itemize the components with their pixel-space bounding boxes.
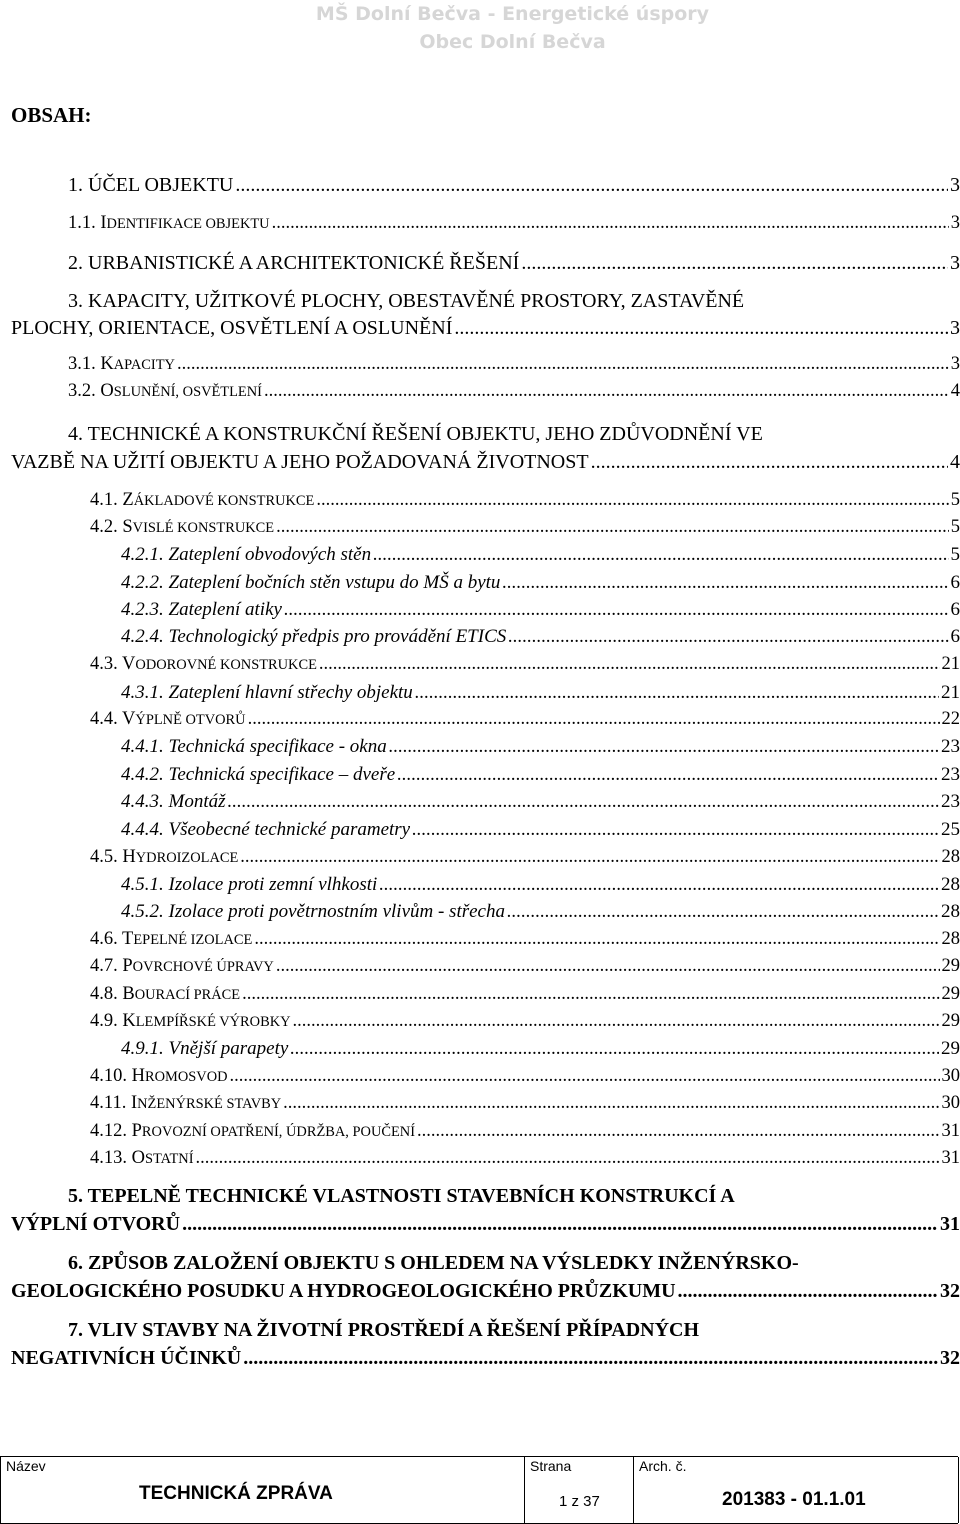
- toc-entry-7-line1[interactable]: 7. VLIV STAVBY NA ŽIVOTNÍ PROSTŘEDÍ A ŘEŠENÍ PŘÍPADNÝCH: [68, 1319, 700, 1341]
- toc-entry-label: 4.13. OSTATNÍ: [90, 1148, 194, 1168]
- toc-entry-label: VAZBĚ NA UŽITÍ OBJEKTU A JEHO POŽADOVANÁ ŽIVOTNOST: [11, 451, 589, 473]
- toc-entry-label: VÝPLNÍ OTVORŮ: [11, 1213, 181, 1235]
- toc-entry-label: PLOCHY, ORIENTACE, OSVĚTLENÍ A OSLUNĚNÍ: [11, 317, 453, 339]
- toc-entry-page: 31: [941, 1121, 960, 1141]
- toc-entry-label: 4.5.1. Izolace proti zemní vlhkosti: [121, 874, 378, 895]
- toc-entry-4-8[interactable]: [90, 985, 960, 1004]
- toc-entry-4-4-3[interactable]: [121, 792, 960, 811]
- toc-entry-6[interactable]: [11, 1281, 960, 1301]
- toc-entry-4-7[interactable]: [90, 957, 960, 976]
- toc-entry-7[interactable]: [11, 1348, 960, 1368]
- toc-entry-page: 6: [950, 626, 960, 647]
- toc-entry-page: 23: [941, 764, 960, 785]
- toc-entry-label: 4.8. BOURACÍ PRÁCE: [90, 984, 241, 1004]
- toc-entry-label: 4.2.2. Zateplení bočních stěn vstupu do MŠ a bytu: [121, 572, 501, 593]
- toc-entry-2[interactable]: [68, 253, 960, 273]
- toc-entry-page: 4: [950, 451, 960, 473]
- toc-entry-page: 6: [950, 599, 960, 620]
- toc-entry-4-2-4[interactable]: [121, 627, 960, 646]
- toc-entry-page: 5: [950, 544, 960, 565]
- page-caption: Strana: [530, 1458, 572, 1474]
- toc-entry-label: 4.12. PROVOZNÍ OPATŘENÍ, ÚDRŽBA, POUČENÍ: [90, 1121, 416, 1141]
- toc-entry-page: 23: [941, 736, 960, 757]
- toc-entry-page: 30: [941, 1066, 960, 1086]
- page-number: 1 z 37: [559, 1493, 600, 1510]
- toc-entry-label: GEOLOGICKÉHO POSUDKU A HYDROGEOLOGICKÉHO PRŮZKUMU: [11, 1280, 676, 1302]
- toc-entry-3-2[interactable]: [68, 382, 960, 401]
- toc-entry-4-6[interactable]: [90, 930, 960, 949]
- toc-entry-label: 4.5. HYDROIZOLACE: [90, 847, 239, 867]
- toc-entry-page: 5: [950, 517, 960, 537]
- toc-entry-4-5-2[interactable]: [121, 902, 960, 921]
- toc-entry-label: 4.10. HROMOSVOD: [90, 1066, 228, 1086]
- toc-entry-page: 32: [940, 1347, 960, 1369]
- toc-entry-page: 29: [941, 984, 960, 1004]
- toc-entry-page: 5: [950, 490, 960, 510]
- toc-entry-label: 4.3. VODOROVNÉ KONSTRUKCE: [90, 654, 317, 674]
- toc-entry-page: 28: [941, 874, 960, 895]
- toc-entry-label: 4.4.3. Montáž: [121, 791, 226, 812]
- toc-entry-page: 22: [941, 709, 960, 729]
- toc-entry-3-line1[interactable]: 3. KAPACITY, UŽITKOVÉ PLOCHY, OBESTAVĚNÉ PROSTORY, ZASTAVĚNÉ: [68, 290, 745, 312]
- toc-entry-4-2-3[interactable]: [121, 600, 960, 619]
- toc-entry-label: 4.9. KLEMPÍŘSKÉ VÝROBKY: [90, 1011, 291, 1031]
- toc-entry-3-1[interactable]: [68, 355, 960, 374]
- toc-entry-label: 3.1. KAPACITY: [68, 354, 175, 374]
- toc-entry-1[interactable]: [68, 175, 960, 195]
- toc-entry-5-line1[interactable]: 5. TEPELNĚ TECHNICKÉ VLASTNOSTI STAVEBNÍCH KONSTRUKCÍ A: [68, 1185, 735, 1207]
- toc-entry-page: 32: [940, 1280, 960, 1302]
- toc-entry-label: 1.1. IDENTIFIKACE OBJEKTU: [68, 213, 270, 233]
- toc-entry-4[interactable]: [11, 452, 960, 472]
- toc-entry-page: 29: [941, 1038, 960, 1059]
- toc-entry-4-2-1[interactable]: [121, 545, 960, 564]
- toc-entry-label: 3.2. OSLUNĚNÍ, OSVĚTLENÍ: [68, 381, 262, 401]
- toc-entry-4-9-1[interactable]: [121, 1039, 960, 1058]
- toc-entry-label: NEGATIVNÍCH ÚČINKŮ: [11, 1347, 242, 1369]
- toc-entry-label: 4.7. POVRCHOVÉ ÚPRAVY: [90, 956, 274, 976]
- toc-entry-4-4-4[interactable]: [121, 820, 960, 839]
- toc-entry-4-3-1[interactable]: [121, 683, 960, 702]
- toc-entry-4-11[interactable]: [90, 1094, 960, 1113]
- toc-entry-label: 4.5.2. Izolace proti povětrnostním vlivům - střecha: [121, 901, 505, 922]
- toc-entry-page: 31: [940, 1213, 960, 1235]
- toc-entry-label: 4.11. INŽENÝRSKÉ STAVBY: [90, 1093, 282, 1113]
- toc-entry-label: 4.4.1. Technická specifikace - okna: [121, 736, 387, 757]
- toc-entry-page: 3: [950, 354, 960, 374]
- toc-entry-4-5[interactable]: [90, 848, 960, 867]
- toc-entry-4-1[interactable]: [90, 491, 960, 510]
- toc-entry-label: 4.9.1. Vnější parapety: [121, 1038, 289, 1059]
- toc-entry-page: 28: [941, 929, 960, 949]
- title-block: [0, 1456, 958, 1524]
- title-block-arch-cell: [633, 1457, 959, 1523]
- toc-title: OBSAH:: [11, 103, 92, 127]
- toc-entry-label: 2. URBANISTICKÉ A ARCHITEKTONICKÉ ŘEŠENÍ: [68, 252, 520, 274]
- toc-entry-page: 3: [950, 317, 960, 339]
- toc-entry-page: 6: [950, 572, 960, 593]
- toc-entry-4-4-2[interactable]: [121, 765, 960, 784]
- toc-entry-5[interactable]: [11, 1214, 960, 1234]
- toc-entry-label: 4.2.3. Zateplení atiky: [121, 599, 282, 620]
- toc-entry-4-4[interactable]: [90, 710, 960, 729]
- header-client-name: Obec Dolní Bečva: [419, 31, 606, 53]
- toc-entry-4-2-2[interactable]: [121, 573, 960, 592]
- toc-entry-page: 31: [941, 1148, 960, 1168]
- toc-entry-page: 21: [941, 654, 960, 674]
- toc-entry-page: 23: [941, 791, 960, 812]
- arch-number: 201383 - 01.1.01: [722, 1489, 866, 1510]
- toc-entry-page: 25: [941, 819, 960, 840]
- toc-entry-label: 4.3.1. Zateplení hlavní střechy objektu: [121, 682, 413, 703]
- toc-entry-page: 28: [941, 847, 960, 867]
- toc-entry-4-2[interactable]: [90, 518, 960, 537]
- toc-entry-page: 21: [941, 682, 960, 703]
- toc-entry-4-5-1[interactable]: [121, 875, 960, 894]
- toc-entry-6-line1[interactable]: 6. ZPŮSOB ZALOŽENÍ OBJEKTU S OHLEDEM NA VÝSLEDKY INŽENÝRSKO-: [68, 1252, 799, 1274]
- toc-entry-label: 4.6. TEPELNÉ IZOLACE: [90, 929, 253, 949]
- document-name: TECHNICKÁ ZPRÁVA: [139, 1483, 333, 1504]
- toc-entry-label: 4.1. ZÁKLADOVÉ KONSTRUKCE: [90, 490, 315, 510]
- toc-entry-page: 3: [950, 252, 960, 274]
- toc-entry-3[interactable]: [11, 318, 960, 338]
- toc-entry-label: 4.4. VÝPLNĚ OTVORŮ: [90, 709, 246, 729]
- toc-entry-page: 28: [941, 901, 960, 922]
- title-block-page-cell: [524, 1457, 633, 1523]
- toc-entry-label: 4.4.4. Všeobecné technické parametry: [121, 819, 411, 840]
- toc-entry-page: 3: [950, 213, 960, 233]
- toc-entry-page: 30: [941, 1093, 960, 1113]
- toc-entry-label: 4.2. SVISLÉ KONSTRUKCE: [90, 517, 275, 537]
- toc-entry-4-13[interactable]: [90, 1149, 960, 1168]
- toc-entry-page: 29: [941, 1011, 960, 1031]
- toc-entry-4-9[interactable]: [90, 1012, 960, 1031]
- header-project-title: MŠ Dolní Bečva - Energetické úspory: [315, 3, 710, 25]
- toc-entry-4-line1[interactable]: 4. TECHNICKÉ A KONSTRUKČNÍ ŘEŠENÍ OBJEKTU, JEHO ZDŮVODNĚNÍ VE: [68, 423, 763, 445]
- toc-entry-label: 4.2.1. Zateplení obvodových stěn: [121, 544, 372, 565]
- arch-number-caption: Arch. č.: [639, 1458, 687, 1474]
- toc-entry-4-12[interactable]: [90, 1122, 960, 1141]
- title-block-name-cell: [0, 1457, 524, 1523]
- toc-entry-label: 1. ÚČEL OBJEKTU: [68, 174, 234, 196]
- toc-entry-page: 3: [950, 174, 960, 196]
- toc-entry-label: 4.4.2. Technická specifikace – dveře: [121, 764, 396, 785]
- toc-entry-label: 4.2.4. Technologický předpis pro provádění ETICS: [121, 626, 507, 647]
- toc-entry-page: 29: [941, 956, 960, 976]
- toc-entry-4-4-1[interactable]: [121, 737, 960, 756]
- toc-entry-4-10[interactable]: [90, 1067, 960, 1086]
- toc-entry-page: 4: [950, 381, 960, 401]
- toc-entry-4-3[interactable]: [90, 655, 960, 674]
- toc-entry-1-1[interactable]: [68, 214, 960, 233]
- name-caption: Název: [6, 1458, 46, 1474]
